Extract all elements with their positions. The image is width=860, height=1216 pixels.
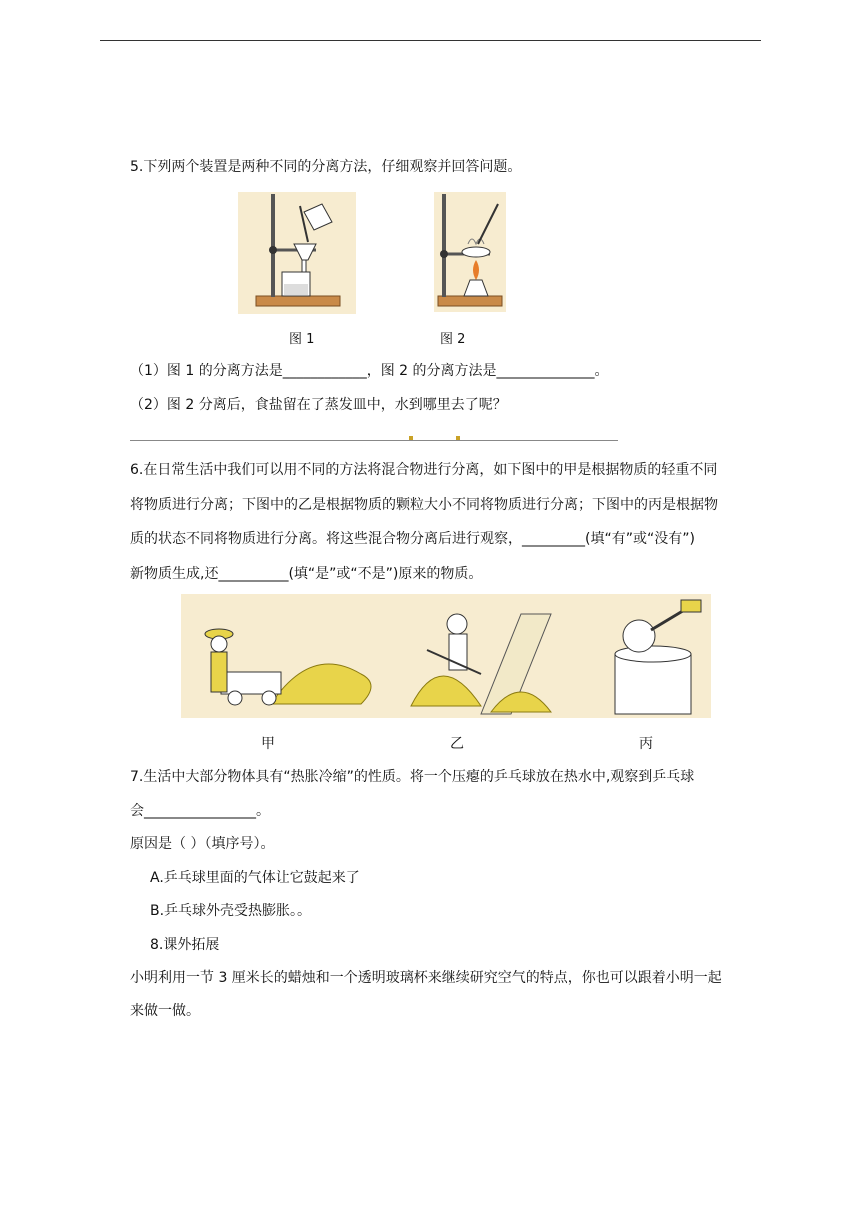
q5-sub2: （2）图 2 分离后，食盐留在了蒸发皿中，水到哪里去了呢？ [130,397,507,413]
figure-1-caption: 图 1 [289,332,315,347]
caption-jia: 甲 [261,736,275,752]
q7-line-1: 7.生活中大部分物体具有“热胀冷缩”的性质。将一个压瘪的乒乓球放在热水中,观察到乒乓球 [130,769,695,785]
figure-evaporation [434,192,506,312]
answer-line [130,440,618,441]
figure-filtration [238,192,356,314]
figure-2-caption: 图 2 [440,332,466,347]
q8-title: 8.课外拓展 [150,937,220,953]
answer-dot [456,436,460,440]
q8-line-1: 小明利用一节 3 厘米长的蜡烛和一个透明玻璃杯来继续研究空气的特点，你也可以跟着小明一起 [130,970,722,986]
q6-line-3: 质的状态不同将物质进行分离。将这些混合物分离后进行观察，_________(填“有”或“没有”) [130,531,695,547]
q7-line-3: 原因是（ ）（填序号）。 [130,836,275,852]
q5-sub1: （1）图 1 的分离方法是____________，图 2 的分离方法是______________。 [130,363,609,379]
answer-dot [409,436,413,440]
header-rule [100,40,761,41]
figure-separation-methods [181,594,711,718]
caption-bing: 丙 [639,736,653,752]
q6-line-1: 6.在日常生活中我们可以用不同的方法将混合物进行分离，如下图中的甲是根据物质的轻重不同 [130,462,718,478]
caption-yi: 乙 [450,736,464,752]
q6-line-4: 新物质生成,还__________(填“是”或“不是”)原来的物质。 [130,566,483,582]
q7-option-a: A.乒乓球里面的气体让它鼓起来了 [150,870,360,886]
q7-line-2: 会________________。 [130,803,270,819]
q7-option-b: B.乒乓球外壳受热膨胀。。 [150,903,312,919]
q5-stem: 5.下列两个装置是两种不同的分离方法，仔细观察并回答问题。 [130,159,522,175]
q6-line-2: 将物质进行分离；下图中的乙是根据物质的颗粒大小不同将物质进行分离；下图中的丙是根据物 [130,497,718,513]
q8-line-2: 来做一做。 [130,1003,200,1019]
